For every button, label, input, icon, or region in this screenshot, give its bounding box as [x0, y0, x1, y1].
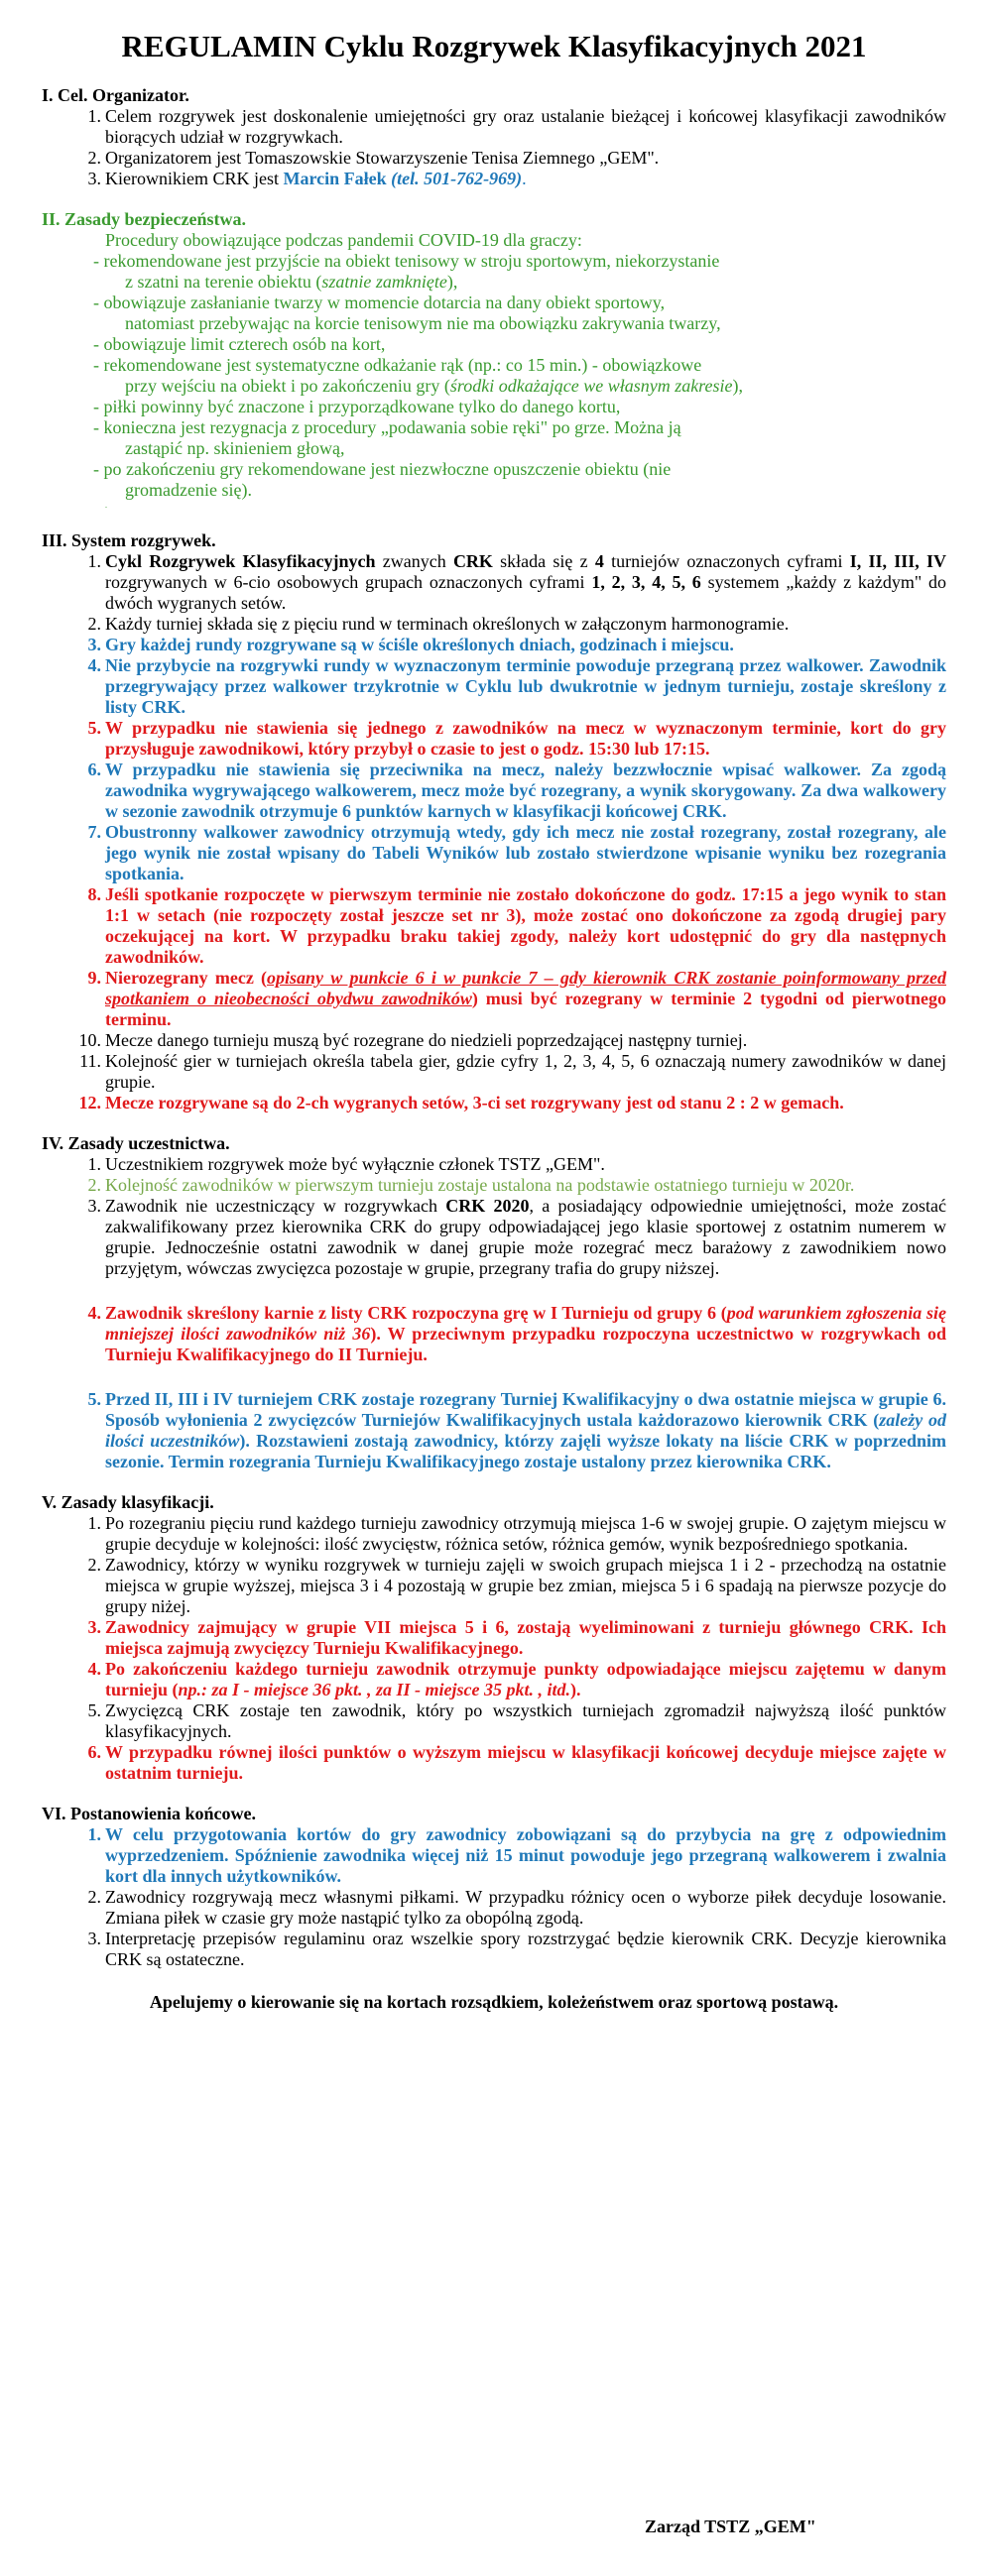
manager-phone: (tel. 501-762-969)	[386, 169, 523, 188]
list-item: 3. Zawodnicy zajmujący w grupie VII miejsca 5 i 6, zostają wyeliminowani z turnieju głównego CRK. Ich miejsca zajmują zwycięzcy Turnieju Kwalifikacyjnego.	[87, 1617, 946, 1658]
list-item: 2. Każdy turniej składa się z pięciu rund w terminach określonych w załączonym harmonogramie.	[87, 614, 790, 634]
section-safety: II. Zasady bezpieczeństwa. Procedury obowiązujące podczas pandemii COVID-19 dla graczy: - rekomendowane jest przyjście na obiekt tenisowy w stroju sportowym, niekorzystanie z szatni na terenie obiektu (szatnie zamknięte), - obowiązuje zasłanianie twarzy w momencie dotarcia na dany obiekt sportowy, natomiast przebywając na korcie tenisowym nie ma obowiązku zakrywania twarzy, - obowiązuje limit czterech osób na kort, - rekomendowane jest systematyczne odkażanie rąk (np.: co 15 min.) - obowiązkowe przy wejściu na obiekt i po zakończeniu gry (środki odkażające we własnym zakresie), - piłki powinny być znaczone i przyporządkowane tylko do danego kortu, - konieczna jest rezygnacja z procedury „podawania sobie ręki" po grze. Można ją zastąpić np. skinieniem głową, - po zakończeniu gry rekomendowane jest niezwłoczne opuszczenie obiektu (nie gromadzenie się). .	[42, 209, 946, 511]
section-final-provisions	[42, 1804, 946, 1970]
list-item: 1. Celem rozgrywek jest doskonalenie umiejętności gry oraz ustalanie bieżącej i końcowej klasyfikacji zawodników biorących udział w rozgrywkach.	[87, 106, 946, 147]
safety-rule: - po zakończeniu gry rekomendowane jest niezwłoczne opuszczenie obiektu (nie	[93, 459, 672, 479]
safety-rule: - konieczna jest rezygnacja z procedury „podawania sobie ręki" po grze. Można ją	[93, 417, 681, 437]
section-intro: Procedury obowiązujące podczas pandemii COVID-19 dla graczy:	[105, 230, 582, 250]
list-item: 1. Po rozegraniu pięciu rund każdego turnieju zawodnicy otrzymują miejsca 1-6 w swojej grupie. O zajętym miejscu w grupie decyduje w kolejności: ilość zwycięstw, różnica setów, różnica gemów, wynik bezpośredniego spotkania.	[87, 1513, 946, 1554]
section-heading: IV. Zasady uczestnictwa.	[42, 1133, 230, 1153]
section-list	[42, 551, 946, 1113]
section-list	[42, 1824, 946, 1970]
section-list	[42, 1513, 946, 1784]
list-item: 9. Nierozegrany mecz (opisany w punkcie 6 i w punkcie 7 – gdy kierownik CRK zostanie poinformowany przed spotkaniem o nieobecności obydwu zawodników) musi być rozegrany w terminie 2 tygodni od pierwotnego terminu.	[87, 968, 946, 1029]
safety-rule: - rekomendowane jest przyjście na obiekt tenisowy w stroju sportowym, niekorzystanie	[93, 251, 720, 271]
list-item: 3. Gry każdej rundy rozgrywane są w ściśle określonych dniach, godzinach i miejscu.	[87, 635, 734, 654]
section-heading: V. Zasady klasyfikacji.	[42, 1492, 214, 1512]
list-item: 4. Po zakończeniu każdego turnieju zawodnik otrzymuje punkty odpowiadające miejscu zajętemu w danym turnieju (np.: za I - miejsce 36 pkt. , za II - miejsce 35 pkt. , itd.).	[87, 1659, 946, 1699]
section-heading: III. System rozgrywek.	[42, 530, 216, 550]
list-item: 1. Cykl Rozgrywek Klasyfikacyjnych zwanych CRK składa się z 4 turniejów oznaczonych cyframi I, II, III, IV rozgrywanych w 6-cio osobowych grupach oznaczonych cyframi 1, 2, 3, 4, 5, 6 systemem „każdy z każdym" do dwóch wygranych setów.	[87, 551, 947, 613]
list-item: 3. Zawodnik nie uczestniczący w rozgrywkach CRK 2020, a posiadający odpowiednie umiejętności, może zostać zakwalifikowany przez kierownika CRK do grupy odpowiadającej jego klasie sportowej z ostatnim numerem w grupie. Jednocześnie ostatni zawodnik w danej grupie może rozegrać mecz barażowy z zawodnikiem nowo przyjętym, wówczas zwycięzca pozostaje w grupie, przegrany trafia do grupy niższej.	[87, 1196, 946, 1278]
list-item: 3. Interpretację przepisów regulaminu oraz wszelkie spory rozstrzygać będzie kierownik CRK. Decyzje kierownika CRK są ostateczne.	[87, 1929, 946, 1969]
list-item: 2. Organizatorem jest Tomaszowskie Stowarzyszenie Tenisa Ziemnego „GEM".	[87, 148, 660, 168]
list-item: 4. Zawodnik skreślony karnie z listy CRK rozpoczyna grę w I Turnieju od grupy 6 (pod warunkiem zgłoszenia się mniejszej ilości zawodników niż 36). W przeciwnym przypadku rozpoczyna uczestnictwo w rozgrywkach od Turnieju Kwalifikacyjnego do II Turnieju.	[87, 1303, 947, 1364]
list-item: 11. Kolejność gier w turniejach określa tabela gier, gdzie cyfry 1, 2, 3, 4, 5, 6 oznaczają numery zawodników w danej grupie.	[79, 1051, 946, 1092]
section-goal-organizer	[42, 85, 946, 189]
section-list	[42, 1154, 946, 1472]
list-item: 5. W przypadku nie stawienia się jednego z zawodników na mecz w wyznaczonym terminie, kort do gry przysługuje zawodnikowi, który przybył o czasie to jest o godz. 15:30 lub 17:15.	[87, 718, 946, 759]
list-item: 2. Zawodnicy, którzy w wyniku rozgrywek w turnieju zajęli w swoich grupach miejsca 1 i 2 - przechodzą na ostatnie miejsca w grupie wyższej, miejsca 3 i 4 pozostają w grupie bez zmian, miejsca 5 i 6 spadają na pierwsze pozycje do grupy niżej.	[87, 1555, 946, 1616]
list-item: 2. Zawodnicy rozgrywają mecz własnymi piłkami. W przypadku różnicy ocen o wyborze piłek decyduje losowanie. Zmiana piłek w czasie gry może nastąpić tylko za obopólną zgodą.	[87, 1887, 946, 1928]
section-heading: II. Zasady bezpieczeństwa.	[42, 209, 246, 229]
closing-appeal: Apelujemy o kierowanie się na kortach rozsądkiem, koleżeństwem oraz sportową postawą.	[149, 1992, 839, 2012]
list-item: 5. Zwycięzcą CRK zostaje ten zawodnik, który po wszystkich turniejach zgromadził najwyższą ilość punktów klasyfikacyjnych.	[87, 1700, 946, 1741]
document-title: REGULAMIN Cyklu Rozgrywek Klasyfikacyjnych 2021	[121, 29, 867, 63]
section-heading: I. Cel. Organizator.	[42, 85, 189, 105]
safety-rule: - obowiązuje zasłanianie twarzy w momencie dotarcia na dany obiekt sportowy,	[93, 293, 666, 312]
list-item: 1. Uczestnikiem rozgrywek może być wyłącznie członek TSTZ „GEM".	[87, 1154, 605, 1174]
safety-rule: - obowiązuje limit czterech osób na kort,	[93, 334, 386, 354]
list-item: 1. W celu przygotowania kortów do gry zawodnicy zobowiązani są do przybycia na grę z odpowiednim wyprzedzeniem. Spóźnienie zawodnika więcej niż 15 minut powoduje jego przegraną walkowerem i zwalnia kort dla innych użytkowników.	[87, 1824, 946, 1886]
list-item: 5. Przed II, III i IV turniejem CRK zostaje rozegrany Turniej Kwalifikacyjny o dwa ostatnie miejsca w grupie 6. Sposób wyłonienia 2 zwycięzców Turniejów Kwalifikacyjnych ustala każdorazowo kierownik CRK (zależy od ilości uczestników). Rozstawieni zostają zawodnicy, którzy zajęli wyższe lokaty na liście CRK w poprzednim sezonie. Termin rozegrania Turnieju Kwalifikacyjnego zostaje ustalony przez kierownika CRK.	[87, 1389, 946, 1471]
section-heading: VI. Postanowienia końcowe.	[42, 1804, 257, 1823]
safety-rule: - piłki powinny być znaczone i przyporządkowane tylko do danego kortu,	[93, 397, 621, 416]
stray-dot: .	[105, 501, 107, 510]
list-item: 6. W przypadku nie stawienia się przeciwnika na mecz, należy bezzwłocznie wpisać walkower. Za zgodą zawodnika wygrywającego walkowerem, mecz może być rozegrany, a wynik skorygowany. Za dwa walkowery w sezonie zawodnik otrzymuje 6 punktów karnych w klasyfikacji końcowej CRK.	[87, 760, 946, 821]
section-list	[42, 106, 946, 189]
list-item: 2. Kolejność zawodników w pierwszym turnieju zostaje ustalona na podstawie ostatniego turnieju w 2020r.	[87, 1175, 855, 1195]
list-item: 7. Obustronny walkower zawodnicy otrzymują wtedy, gdy ich mecz nie został rozegrany, został rozegrany, ale jego wynik nie został wpisany do Tabeli Wyników lub zostało stwierdzone wpisanie wyniku bez rozegrania spotkania.	[87, 822, 946, 883]
list-item: 10. Mecze danego turnieju muszą być rozegrane do niedzieli poprzedzającej następny turniej.	[78, 1030, 748, 1050]
manager-name: Marcin Fałek	[283, 169, 387, 188]
safety-rule: - rekomendowane jest systematyczne odkażanie rąk (np.: co 15 min.) - obowiązkowe	[93, 355, 702, 375]
list-item: 3. Kierownikiem CRK jest Marcin Fałek (tel. 501-762-969).	[87, 169, 527, 188]
signature: Zarząd TSTZ „GEM"	[645, 2517, 816, 2536]
list-item: 4. Nie przybycie na rozgrywki rundy w wyznaczonym terminie powoduje przegraną przez walkower. Zawodnik przegrywający przez walkower trzykrotnie w Cyklu lub dwukrotnie w jednym turnieju, zostaje skreślony z listy CRK.	[87, 655, 946, 717]
list-item: 12. Mecze rozgrywane są do 2-ch wygranych setów, 3-ci set rozgrywany jest od stanu 2 : 2 w gemach.	[78, 1093, 844, 1112]
list-item: 6. W przypadku równej ilości punktów o wyższym miejscu w klasyfikacji końcowej decyduje miejsce zajęte w ostatnim turnieju.	[87, 1742, 946, 1783]
list-item: 8. Jeśli spotkanie rozpoczęte w pierwszym terminie nie zostało dokończone do godz. 17:15 a jego wynik to stan 1:1 w setach (nie rozpoczęty został jeszcze set nr 3), może zostać ono dokończone za zgodą drugiej pary oczekującej na kort. W przypadku braku takiej zgody, należy kort udostępnić do gry dla następnych zawodników.	[87, 884, 946, 967]
section-participation	[42, 1133, 946, 1472]
section-system	[42, 530, 946, 1113]
section-classification	[42, 1492, 946, 1784]
